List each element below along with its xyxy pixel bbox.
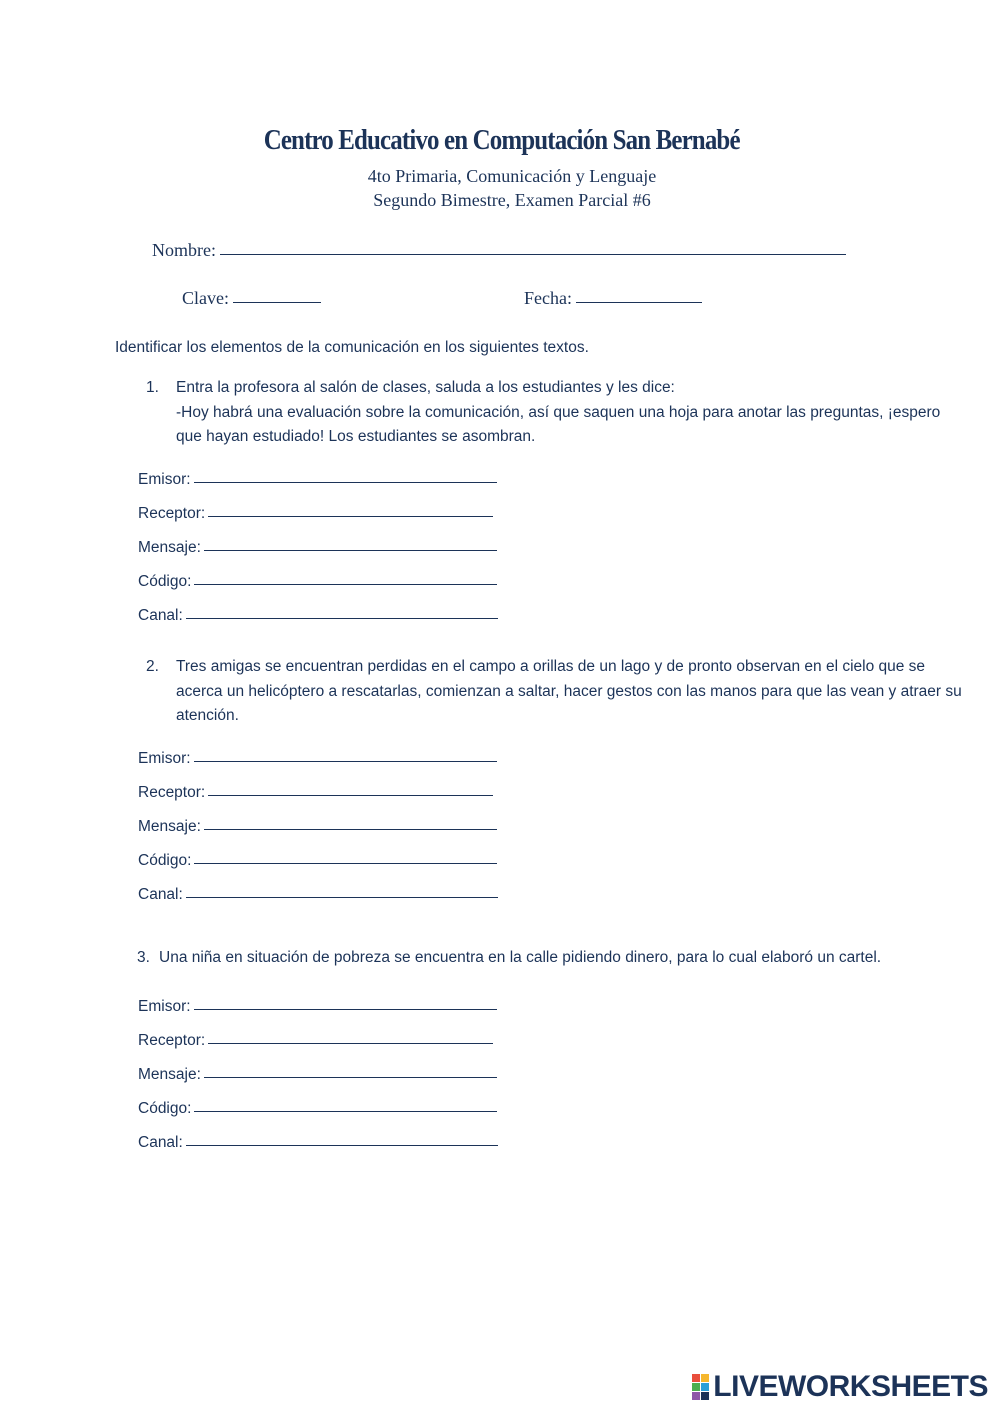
document-title: Centro Educativo en Computación San Bernabé [263,124,740,156]
q1-mensaje-field [138,539,497,557]
q3-mensaje-label: Mensaje: [138,1066,201,1083]
q1-codigo-label: Código: [138,573,192,590]
q1-canal-label: Canal: [138,607,183,624]
liveworksheets-logo [692,1370,988,1404]
question-1-number: 1. [146,379,159,396]
q1-mensaje-input-line[interactable] [204,549,497,551]
q3-codigo-input-line[interactable] [194,1110,497,1112]
logo-block [692,1392,700,1400]
q2-mensaje-label: Mensaje: [138,818,201,835]
q2-mensaje-field [138,818,497,836]
nombre-input-line[interactable] [220,253,846,255]
q3-receptor-field [138,1032,493,1050]
clave-field [182,288,321,309]
q1-codigo-input-line[interactable] [194,583,497,585]
question-3-body: Una niña en situación de pobreza se encuentra en la calle pidiendo dinero, para lo cual elaboró un cartel. [159,949,882,966]
q1-emisor-input-line[interactable] [194,481,497,483]
fecha-label: Fecha: [524,288,572,308]
q2-receptor-label: Receptor: [138,784,206,801]
nombre-label: Nombre: [152,240,216,260]
liveworksheets-logo-icon [692,1374,709,1400]
q2-codigo-input-line[interactable] [194,862,497,864]
q2-receptor-field [138,784,493,802]
q1-canal-field [138,607,498,625]
q2-canal-input-line[interactable] [186,896,498,898]
q3-codigo-label: Código: [138,1100,192,1117]
q1-receptor-field [138,505,493,523]
q2-emisor-field [138,750,497,768]
document-subtitle-exam: Segundo Bimestre, Examen Parcial #6 [373,190,651,210]
question-3-text [159,946,912,971]
q1-mensaje-label: Mensaje: [138,539,201,556]
nombre-field [152,240,846,261]
logo-block [701,1374,709,1382]
q3-receptor-input-line[interactable] [208,1042,493,1044]
q3-canal-label: Canal: [138,1134,183,1151]
instructions: Identificar los elementos de la comunicación en los siguientes textos. [115,339,589,356]
q1-codigo-field [138,573,497,591]
q3-mensaje-field [138,1066,497,1084]
q2-canal-field [138,886,498,904]
q1-emisor-field [138,471,497,489]
logo-block [701,1383,709,1391]
question-2-number: 2. [146,658,159,675]
q2-receptor-input-line[interactable] [208,794,493,796]
question-1-line: Entra la profesora al salón de clases, saluda a los estudiantes y les dice: [176,379,675,396]
liveworksheets-logo-text: LIVEWORKSHEETS [713,1370,988,1403]
q1-receptor-input-line[interactable] [208,515,493,517]
document-subtitle-course: 4to Primaria, Comunicación y Lenguaje [367,166,657,186]
q3-emisor-label: Emisor: [138,998,191,1015]
q1-receptor-label: Receptor: [138,505,206,522]
q3-receptor-label: Receptor: [138,1032,206,1049]
logo-block [692,1383,700,1391]
q2-mensaje-input-line[interactable] [204,828,497,830]
clave-label: Clave: [182,288,229,308]
fecha-input-line[interactable] [576,301,702,303]
logo-block [701,1392,709,1400]
q2-emisor-label: Emisor: [138,750,191,767]
q1-emisor-label: Emisor: [138,471,191,488]
q3-canal-input-line[interactable] [186,1144,498,1146]
q2-emisor-input-line[interactable] [194,760,497,762]
q1-canal-input-line[interactable] [186,617,498,619]
question-1-dialogue: -Hoy habrá una evaluación sobre la comunicación, así que saquen una hoja para anotar las preguntas, ¡espero que hayan estudiado! Los estudiantes se asombran. [176,403,941,445]
clave-input-line[interactable] [233,301,321,303]
q3-mensaje-input-line[interactable] [204,1076,497,1078]
q2-codigo-label: Código: [138,852,192,869]
q2-codigo-field [138,852,497,870]
q2-canal-label: Canal: [138,886,183,903]
q3-emisor-field [138,998,497,1016]
q3-emisor-input-line[interactable] [194,1008,497,1010]
q3-codigo-field [138,1100,497,1118]
question-1-text [176,376,951,450]
q3-canal-field [138,1134,498,1152]
question-3-number: 3. [137,949,150,966]
logo-block [692,1374,700,1382]
question-2-text: Tres amigas se encuentran perdidas en el campo a orillas de un lago y de pronto observan en el cielo que se acerca un helicóptero a rescatarlas, comienzan a saltar, hacer gestos con las manos para que las vean y atraer su atención. [176,658,962,724]
fecha-field [524,288,702,309]
